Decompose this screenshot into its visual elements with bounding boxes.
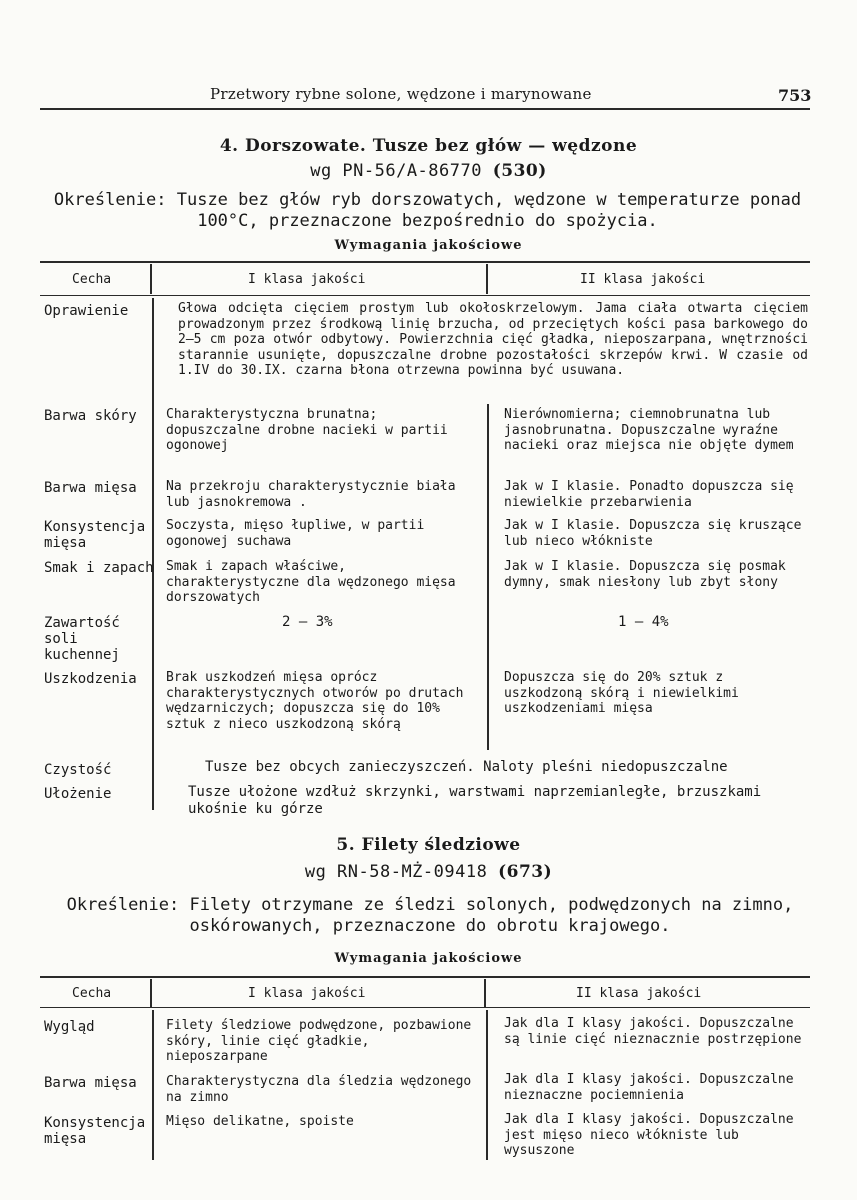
row-label: Oprawienie	[44, 303, 129, 319]
running-header: Przetwory rybne solone, wędzone i marynowane	[210, 85, 592, 103]
table-5-col-cecha: Cecha	[72, 986, 112, 1001]
row-class-1: Smak i zapach właściwe, charakterystyczne dla wędzonego mięsa dorszowatych	[166, 559, 456, 605]
row-class-2: Jak w I klasie. Ponadto dopuszcza się niewielkie przebarwienia	[504, 479, 794, 510]
row-class-1: Brak uszkodzeń mięsa oprócz charakterystycznych otworów po drutach wędzarniczych; dopuszcza się do 10% sztuk z nieco uszkodzoną skórą	[166, 670, 464, 732]
row-class-2: Jak dla I klasy jakości. Dopuszczalne nieznaczne pociemnienia	[504, 1072, 794, 1103]
section-4-title: 4. Dorszowate. Tusze bez głów — wędzone	[219, 136, 638, 156]
table-5-col-divider	[150, 979, 152, 1007]
section-4-definition: Określenie: Tusze bez głów ryb dorszowatych, wędzone w temperaturze ponad 100°C, przeznaczone bezpośrednio do spożycia.	[53, 190, 802, 231]
section-5-standard-number: wg RN-58-MŻ-09418	[304, 862, 488, 882]
row-both-classes: Tusze bez obcych zanieczyszczeń. Naloty pleśni niedopuszczalne	[205, 759, 728, 775]
row-class-1: Soczysta, mięso łupliwe, w partii ogonowej suchawa	[166, 518, 425, 549]
row-label: Uszkodzenia	[44, 671, 137, 687]
row-class-1: 2 — 3%	[282, 614, 333, 630]
row-class-1: Na przekroju charakterystycznie biała lub jasnokremowa .	[166, 479, 456, 510]
table-4-col-divider	[150, 264, 152, 294]
section-5-standard-code: (673)	[498, 862, 553, 882]
header-rule	[40, 108, 810, 110]
section-4-requirements-title: Wymagania jakościowe	[334, 238, 523, 253]
section-5-definition: Określenie: Filety otrzymane ze śledzi solonych, podwędzonych na zimno, oskórowanych, przeznaczone do obrotu krajowego.	[66, 895, 794, 936]
section-5-standard	[0, 862, 857, 882]
row-class-1: Filety śledziowe podwędzone, pozbawione skóry, linie cięć gładkie, nieposzarpane	[166, 1018, 472, 1064]
row-label: Barwa skóry	[44, 408, 137, 424]
table-4-col-cecha: Cecha	[72, 272, 112, 287]
row-label: Barwa mięsa	[44, 480, 137, 496]
table-5-col-class-1: I klasa jakości	[248, 986, 366, 1001]
section-4-standard	[0, 161, 857, 181]
row-class-2: Jak dla I klasy jakości. Dopuszczalne są linie cięć nieznacznie postrzępione	[504, 1016, 802, 1047]
row-label: Smak i zapach	[44, 560, 154, 576]
table-4-header-rule	[40, 295, 810, 296]
row-label: Konsystencja mięsa	[44, 519, 146, 551]
row-label: Czystość	[44, 762, 112, 778]
row-label: Ułożenie	[44, 786, 112, 802]
table-4-class-divider	[487, 404, 489, 750]
table-4-label-divider	[152, 298, 154, 810]
table-4-top-rule	[40, 261, 810, 263]
row-class-2: 1 — 4%	[618, 614, 669, 630]
table-4-col-divider	[486, 264, 488, 294]
row-class-1: Charakterystyczna dla śledzia wędzonego na zimno	[166, 1074, 472, 1105]
row-label: Wygląd	[44, 1019, 95, 1035]
page-number: 753	[778, 86, 812, 105]
row-both-classes: Tusze ułożone wzdłuż skrzynki, warstwami naprzemianległe, brzuszkami ukośnie ku górze	[188, 784, 762, 817]
table-5-class-divider	[486, 1010, 488, 1160]
row-label: Zawartość soli kuchennej	[44, 615, 120, 663]
section-4-standard-code: (530)	[492, 161, 547, 181]
table-5-header-rule	[40, 1007, 810, 1008]
section-5-title: 5. Filety śledziowe	[336, 835, 521, 855]
row-class-2: Nierównomierna; ciemnobrunatna lub jasnobrunatna. Dopuszczalne wyraźne nacieki oraz miejsca nie objęte dymem	[504, 407, 794, 453]
row-label: Konsystencja mięsa	[44, 1115, 146, 1147]
table-5-top-rule	[40, 976, 810, 978]
row-class-1: Charakterystyczna brunatna; dopuszczalne drobne nacieki w partii ogonowej	[166, 407, 448, 453]
table-4-col-class-2: II klasa jakości	[580, 272, 706, 287]
row-class-2: Dopuszcza się do 20% sztuk z uszkodzoną skórą i niewielkimi uszkodzeniami mięsa	[504, 670, 739, 716]
row-class-2: Jak w I klasie. Dopuszcza się posmak dymny, smak niesłony lub zbyt słony	[504, 559, 786, 590]
row-class-1: Mięso delikatne, spoiste	[166, 1114, 354, 1129]
table-5-col-divider	[484, 979, 486, 1007]
row-both-classes: Głowa odcięta cięciem prostym lub okołoskrzelowym. Jama ciała otwarta cięciem prowadzonym przez środkową linię brzucha, od przeciętych kości pasa barkowego do 2—5 cm poza otwór odbytowy. Powierzchnia cięć gładka, nieposzarpana, wnętrzności starannie usunięte, dopuszczalne drobne pozostałości skrzepów krwi. W czasie od 1.IV do 30.IX. czarna błona otrzewna powinna być usuwana.	[178, 301, 808, 378]
row-class-2: Jak w I klasie. Dopuszcza się kruszące lub nieco włókniste	[504, 518, 802, 549]
table-4-col-class-1: I klasa jakości	[248, 272, 366, 287]
section-4-standard-number: wg PN-56/A-86770	[310, 161, 482, 181]
section-5-requirements-title: Wymagania jakościowe	[334, 951, 523, 966]
row-class-2: Jak dla I klasy jakości. Dopuszczalne jest mięso nieco włókniste lub wysuszone	[504, 1112, 794, 1158]
row-label: Barwa mięsa	[44, 1075, 137, 1091]
table-5-col-class-2: II klasa jakości	[576, 986, 702, 1001]
